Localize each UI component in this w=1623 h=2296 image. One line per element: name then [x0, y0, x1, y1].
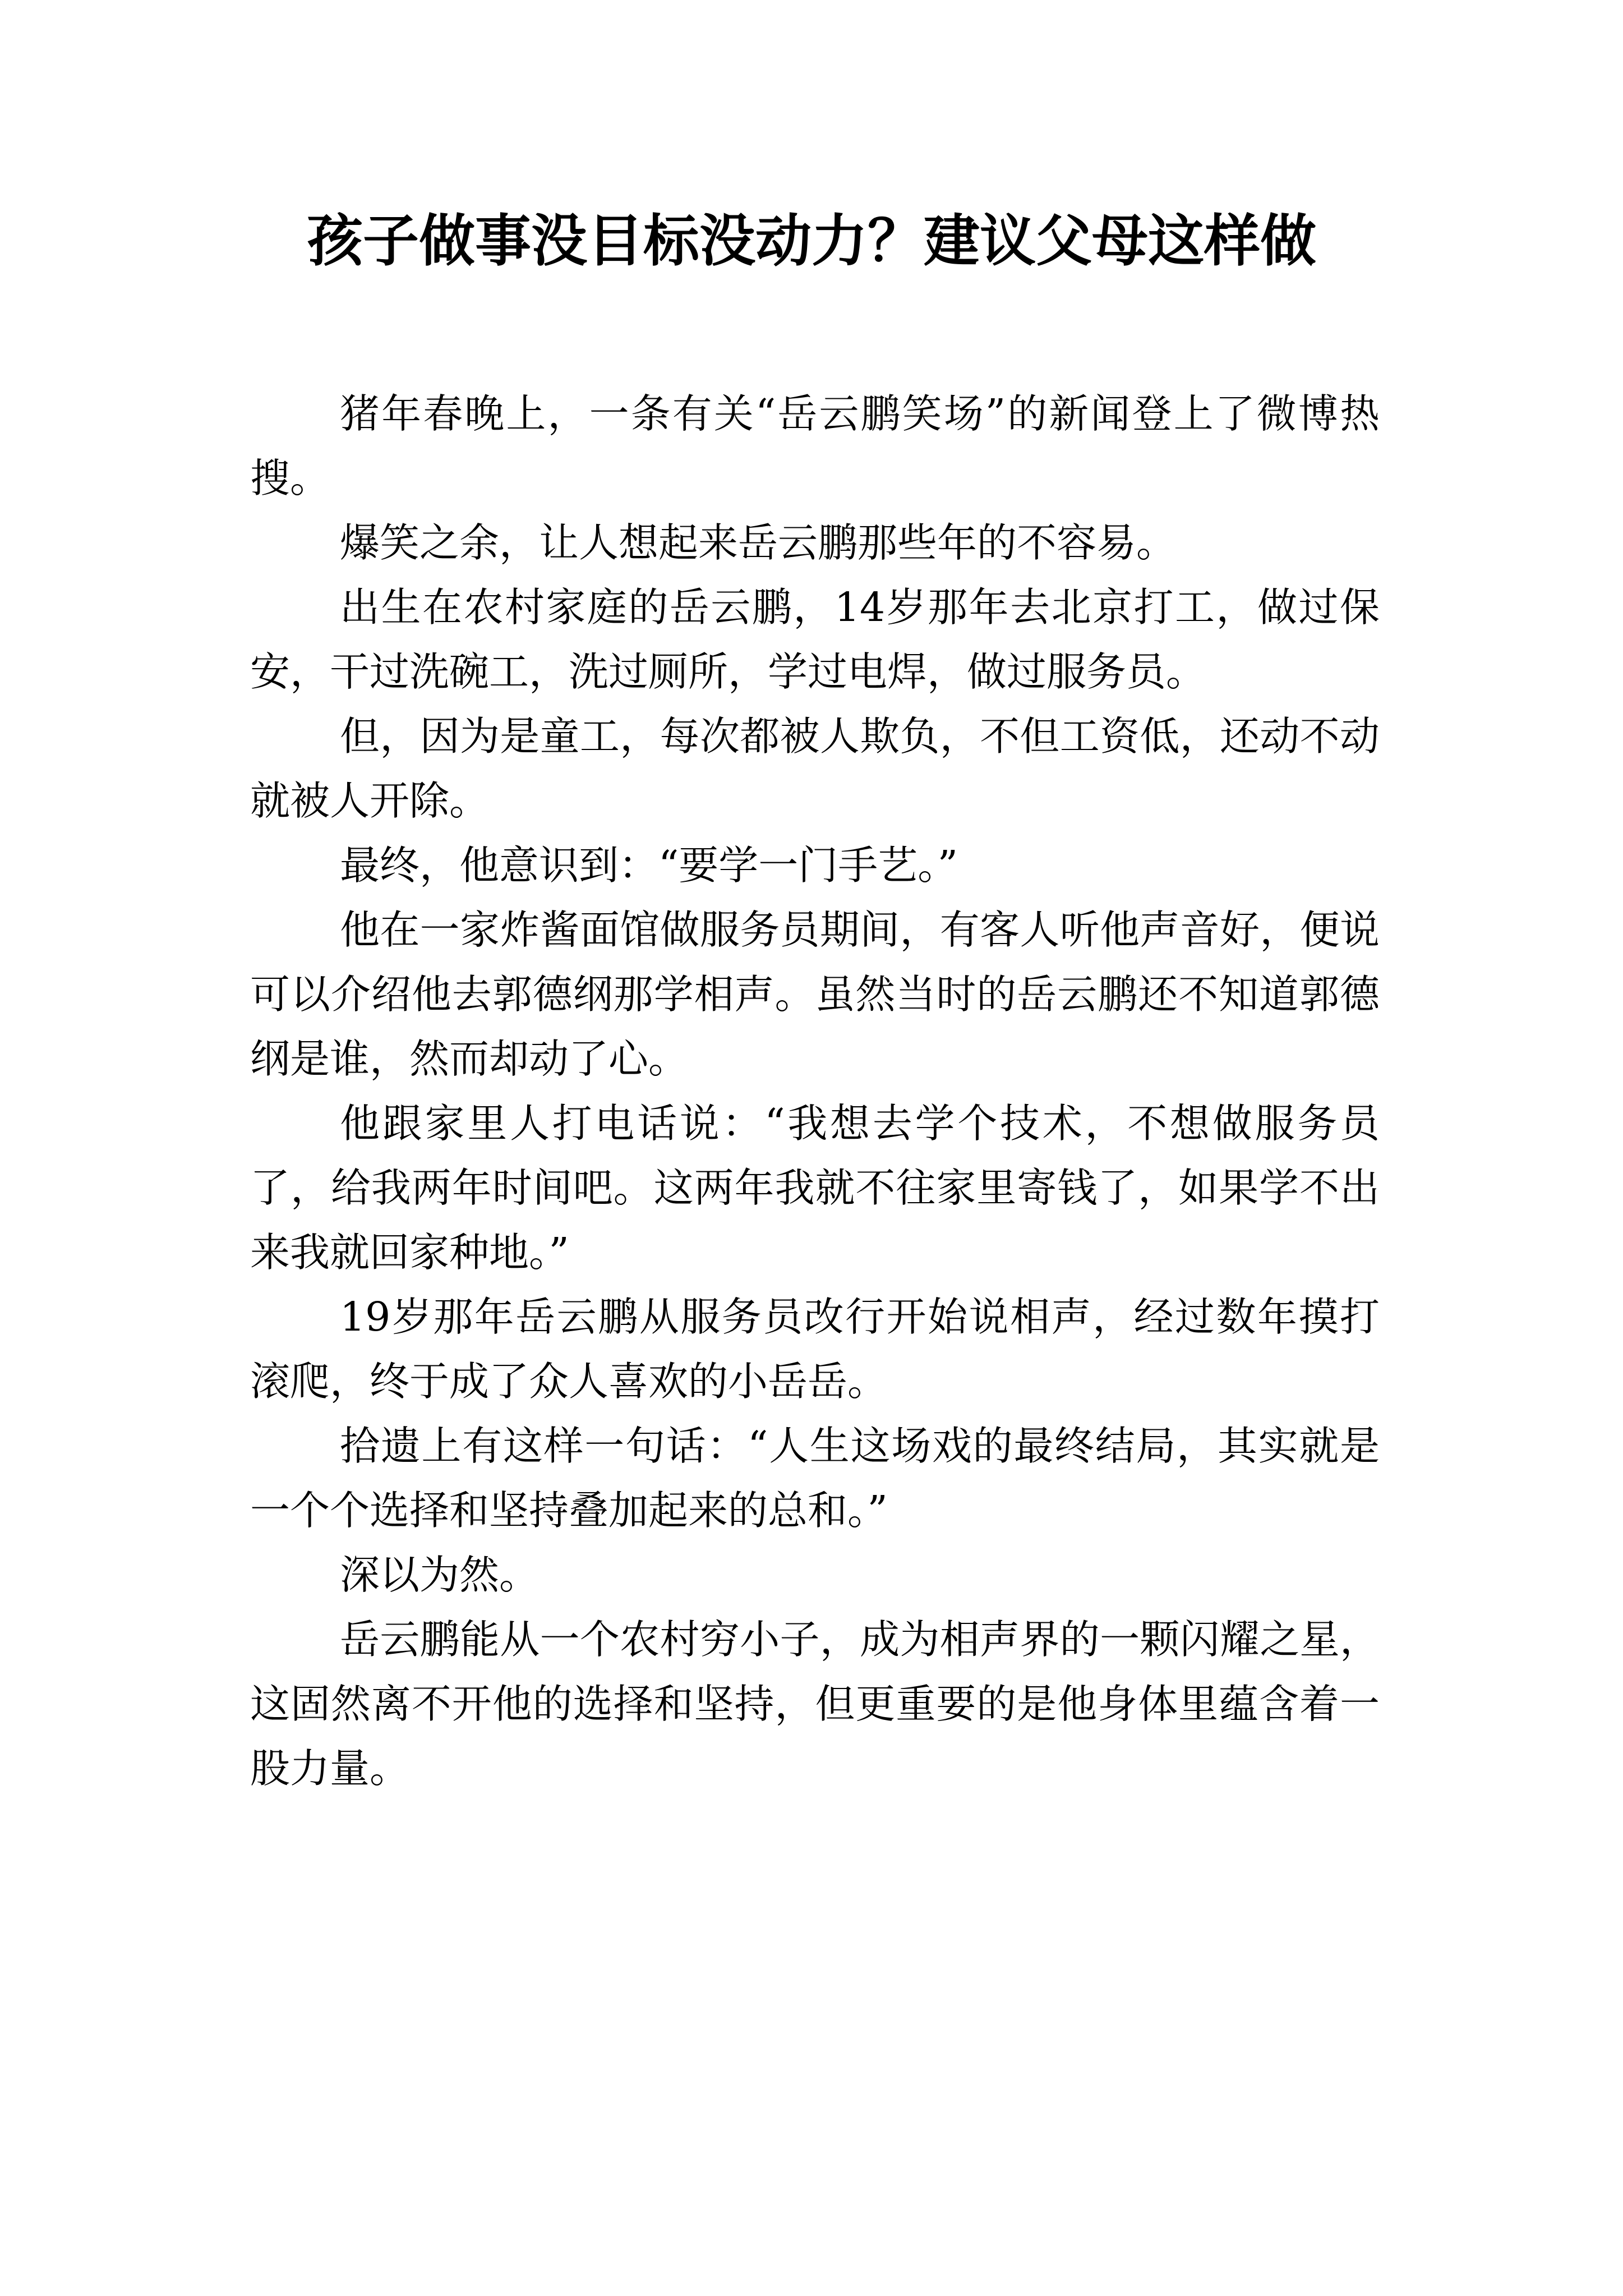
- paragraph: 深以为然。: [340, 1552, 540, 1598]
- paragraph: 但，因为是童工，每次都被人欺负，不但工资低，还动不动就被人开除。: [250, 713, 1380, 824]
- paragraph: 最终，他意识到：“要学一门手艺。”: [340, 842, 958, 889]
- paragraph: 岳云鹏能从一个农村穷小子，成为相声界的一颗闪耀之星，这固然离不开他的选择和坚持，但更重要的是他身体里蕴含着一股力量。: [250, 1616, 1380, 1792]
- paragraph: 出生在农村家庭的岳云鹏，14岁那年去北京打工，做过保安，干过洗碗工，洗过厕所，学过电焊，做过服务员。: [250, 584, 1380, 695]
- paragraph: 他在一家炸酱面馆做服务员期间，有客人听他声音好，便说可以介绍他去郭德纲那学相声。虽然当时的岳云鹏还不知道郭德纲是谁，然而却动了心。: [250, 907, 1380, 1082]
- paragraph: 爆笑之余，让人想起来岳云鹏那些年的不容易。: [340, 519, 1177, 566]
- paragraph: 拾遗上有这样一句话：“人生这场戏的最终结局，其实就是一个个选择和坚持叠加起来的总和。”: [250, 1423, 1380, 1534]
- document-title: 孩子做事没目标没动力？建议父母这样做: [307, 208, 1316, 274]
- paragraph: 19岁那年岳云鹏从服务员改行开始说相声，经过数年摸打滚爬，终于成了众人喜欢的小岳岳。: [250, 1294, 1380, 1405]
- document-body: [250, 381, 1380, 1801]
- paragraph: 猪年春晚上，一条有关“岳云鹏笑场”的新闻登上了微博热搜。: [250, 390, 1380, 501]
- paragraph: 他跟家里人打电话说：“我想去学个技术，不想做服务员了，给我两年时间吧。这两年我就不往家里寄钱了，如果学不出来我就回家种地。”: [250, 1100, 1380, 1276]
